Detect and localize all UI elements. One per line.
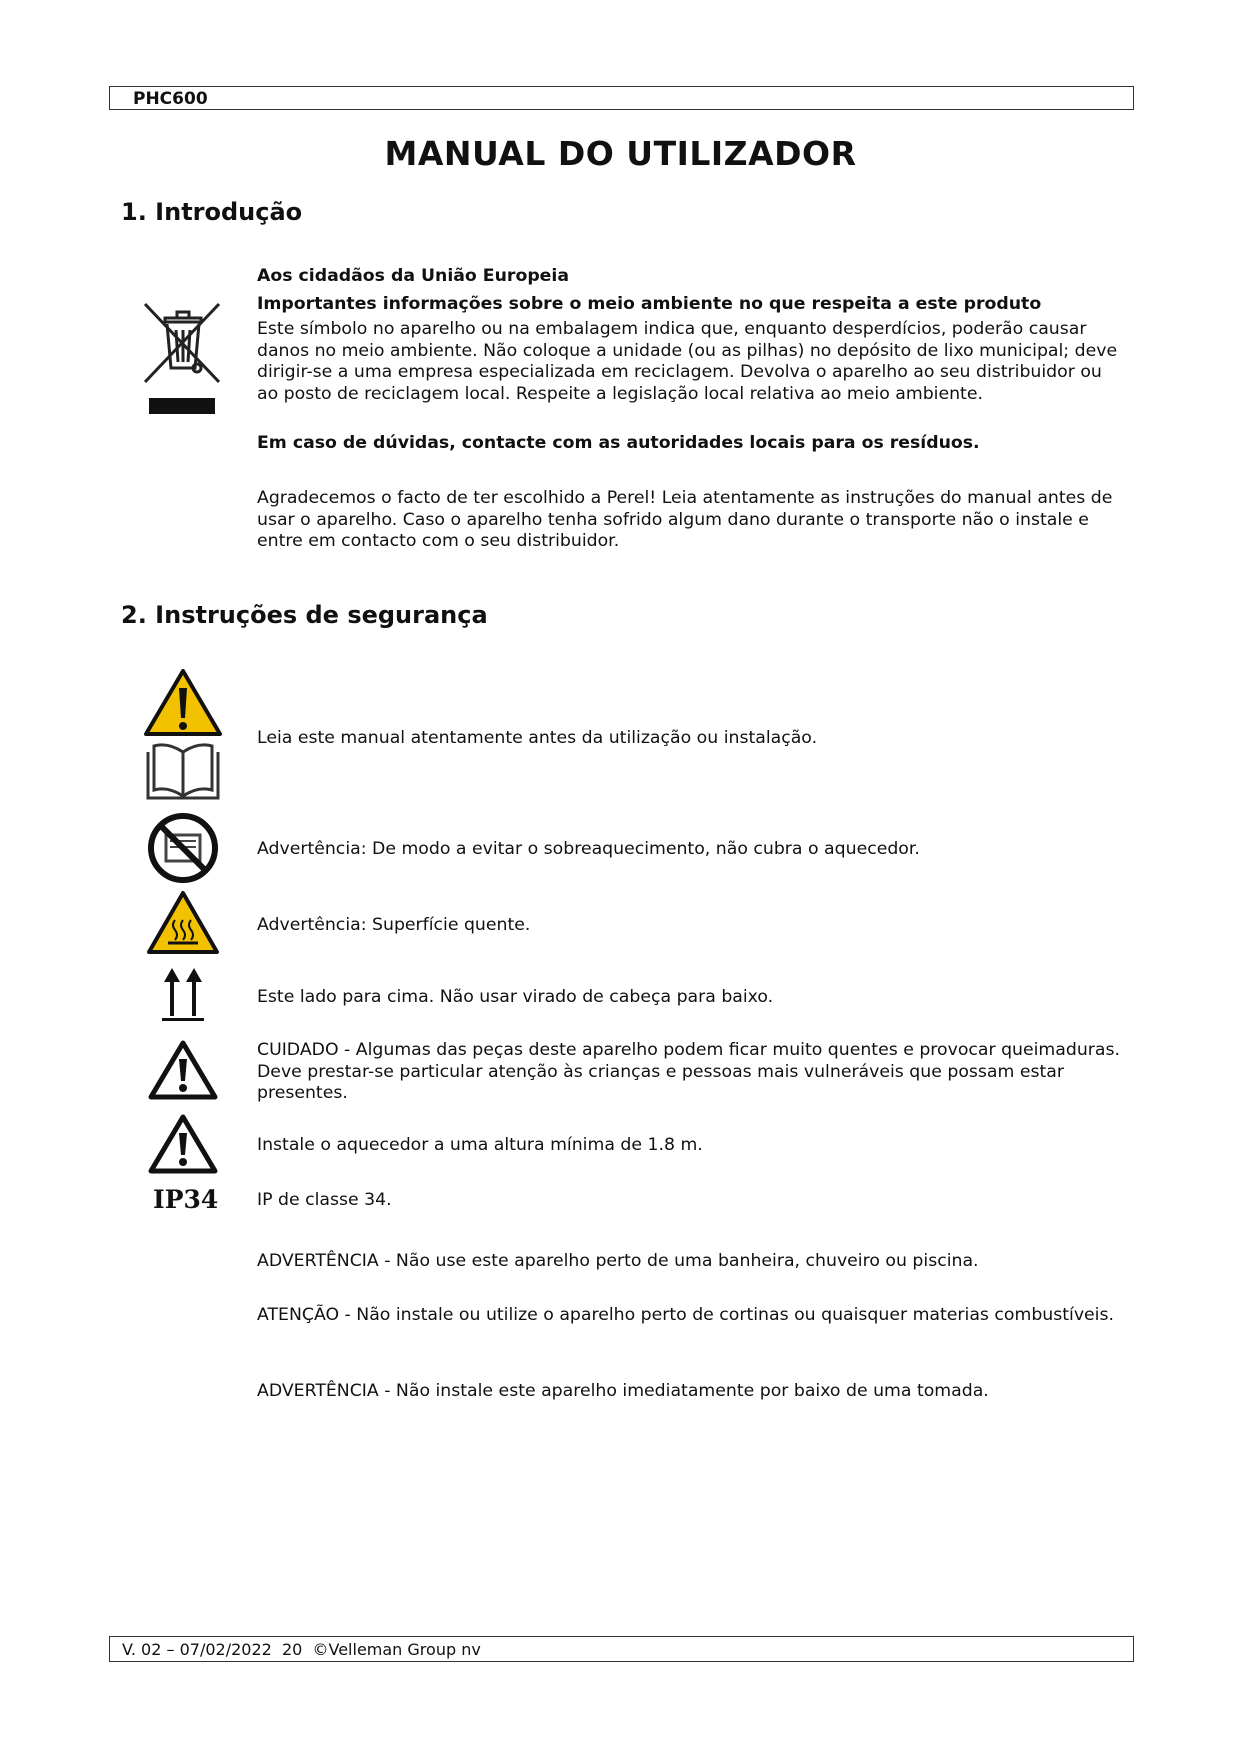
page-header [109,86,1134,110]
eu-heading: Aos cidadãos da União Europeia [257,266,569,286]
do-not-cover-icon [146,811,220,885]
do-not-cover-text: Advertência: De modo a evitar o sobreaquecimento, não cubra o aquecedor. [257,839,920,859]
doubt-text: Em caso de dúvidas, contacte com as autoridades locais para os resíduos. [257,433,980,453]
bath-warning-text: ADVERTÊNCIA - Não use este aparelho perto de uma banheira, chuveiro ou piscina. [257,1251,979,1271]
model-label: PHC600 [133,89,208,109]
this-side-up-icon [160,966,206,1022]
ip34-label: IP34 [153,1185,219,1214]
ip-class-text: IP de classe 34. [257,1190,392,1210]
thanks-text: Agradecemos o facto de ter escolhido a Perel! Leia atentamente as instruções do manual antes de usar o aparelho. Caso o aparelho tenha sofrido algum dano durante o transporte não o instale e entre em contacto com o seu distribuidor. [257,488,1113,552]
hot-surface-icon [146,890,220,956]
caution-hot-parts-text: CUIDADO - Algumas das peças deste aparelho podem ficar muito quentes e provocar queimaduras. Deve prestar-se particular atenção às crianças e pessoas mais vulneráveis que possam estar presentes. [257,1040,1120,1104]
caution-triangle-icon [148,1039,218,1101]
hot-surface-text: Advertência: Superfície quente. [257,915,531,935]
page-title: MANUAL DO UTILIZADOR [384,134,857,173]
this-side-up-text: Este lado para cima. Não usar virado de cabeça para baixo. [257,987,774,1007]
footer-text: V. 02 – 07/02/2022 20 ©Velleman Group nv [122,1640,481,1659]
socket-warning-text: ADVERTÊNCIA - Não instale este aparelho imediatamente por baixo de uma tomada. [257,1381,989,1401]
read-manual-icon [142,668,224,804]
install-height-text: Instale o aquecedor a uma altura mínima de 1.8 m. [257,1135,703,1155]
curtains-warning-text: ATENÇÃO - Não instale ou utilize o aparelho perto de cortinas ou quaisquer materias combustíveis. [257,1305,1114,1325]
weee-crossed-bin-icon [141,300,223,418]
environment-text: Este símbolo no aparelho ou na embalagem indica que, enquanto desperdícios, poderão causar danos no meio ambiente. Não coloque a unidade (ou as pilhas) no depósito de lixo municipal; deve dirigir-se a uma empresa especializada em reciclagem. Devolva o aparelho ao seu distribuidor ou ao posto de reciclagem local. Respeite a legislação local relativa ao meio ambiente. [257,319,1118,404]
environment-heading: Importantes informações sobre o meio ambiente no que respeita a este produto [257,294,1042,314]
warning-triangle-icon [148,1113,218,1175]
section-heading-introduction: 1. Introdução [121,198,303,226]
page-footer [109,1636,1134,1662]
read-manual-text: Leia este manual atentamente antes da utilização ou instalação. [257,728,818,748]
section-heading-safety: 2. Instruções de segurança [121,601,488,629]
